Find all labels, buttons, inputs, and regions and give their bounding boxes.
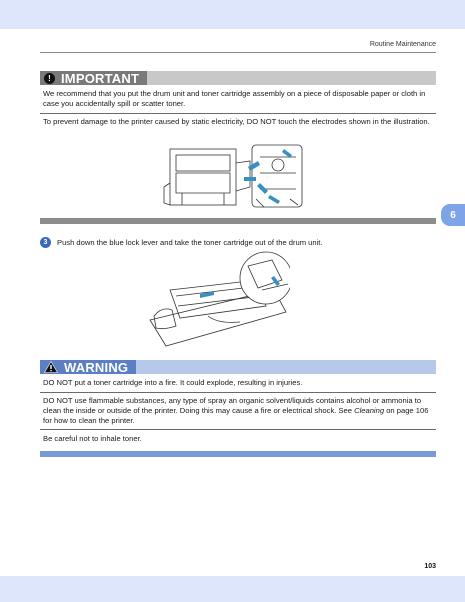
bottom-band <box>0 576 465 602</box>
important-end-bar <box>40 218 436 224</box>
important-title-box <box>40 71 147 85</box>
toner-cartridge-removal-illustration <box>148 250 290 356</box>
warning-title-box <box>40 360 136 374</box>
step-3 <box>40 237 323 248</box>
important-banner <box>40 71 436 85</box>
warning-banner <box>40 360 436 374</box>
important-paragraph-1: We recommend that you put the drum unit and toner cartridge assembly on a piece of disposable paper or cloth in case you accidentally spill or scatter toner. <box>43 89 426 108</box>
warning-end-bar <box>40 451 436 457</box>
warning-paragraph-1: DO NOT put a toner cartridge into a fire. It could explode, resulting in injuries. <box>43 378 303 387</box>
header-rule <box>40 52 436 53</box>
running-head: Routine Maintenance <box>369 41 436 48</box>
page-number: 103 <box>424 563 436 570</box>
step-number-badge: 3 <box>40 237 51 248</box>
chapter-tab[interactable]: 6 <box>441 204 465 226</box>
warning-paragraph-2: DO NOT use flammable substances, any type of spray an organic solvent/liquids contains alcohol or ammonia to clean the inside or outside of the printer. Doing this may cause a fire or electrical shock. See Cleaning on page 106 for how to clean the printer. <box>43 396 429 425</box>
important-paragraph-2: To prevent damage to the printer caused by static electricity, DO NOT touch the electrodes shown in the illustration. <box>43 117 430 126</box>
cleaning-link[interactable]: Cleaning <box>354 406 385 415</box>
step-text: Push down the blue lock lever and take the toner cartridge out of the drum unit. <box>57 238 323 247</box>
divider <box>40 113 436 114</box>
warning-paragraph-3: Be careful not to inhale toner. <box>43 434 142 443</box>
divider <box>40 429 436 430</box>
top-band <box>0 0 465 29</box>
important-title: IMPORTANT <box>61 70 140 86</box>
printer-electrodes-illustration <box>160 143 310 213</box>
exclamation-icon: ! <box>44 73 55 84</box>
divider <box>40 392 436 393</box>
warning-title: WARNING <box>64 359 129 375</box>
warning-triangle-icon <box>44 361 58 373</box>
